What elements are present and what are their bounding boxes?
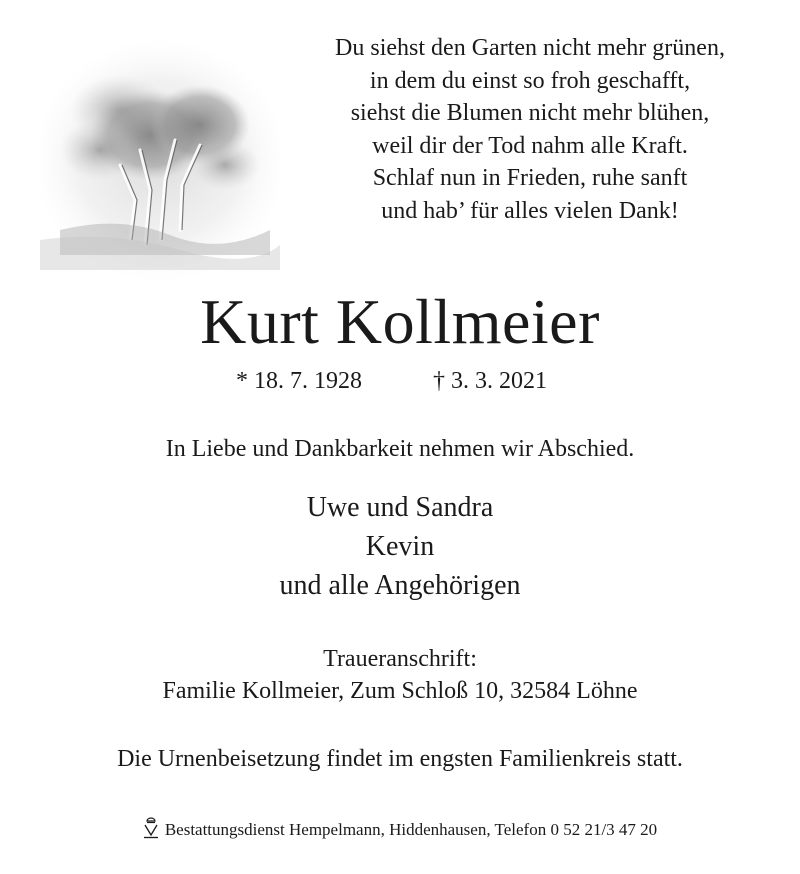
poem-line: Schlaf nun in Frieden, ruhe sanft <box>372 165 688 191</box>
poem <box>280 32 780 227</box>
deceased-name: Kurt Kollmeier <box>200 286 600 357</box>
mourners-list <box>0 488 800 605</box>
grave-lantern-icon <box>143 817 159 839</box>
mourning-address <box>0 643 800 707</box>
poem-line: in dem du einst so froh geschafft, <box>369 67 691 94</box>
mourner-line: Kevin <box>365 531 435 562</box>
birth-date: * 18. 7. 1928 <box>236 368 362 394</box>
mourner-line: und alle Angehörigen <box>279 570 521 601</box>
poem-line: siehst die Blumen nicht mehr blühen, <box>350 100 710 126</box>
poem-line: und hab’ für alles vielen Dank! <box>381 197 679 224</box>
urn-notice: Die Urnenbeisetzung findet im engsten Familienkreis statt. <box>117 746 683 772</box>
poem-line: weil dir der Tod nahm alle Kraft. <box>372 132 688 159</box>
address-value: Familie Kollmeier, Zum Schloß 10, 32584 Löhne <box>162 678 638 704</box>
death-date: † 3. 3. 2021 <box>433 368 547 394</box>
address-label: Traueranschrift: <box>323 646 477 672</box>
poem-line: Du siehst den Garten nicht mehr grünen, <box>335 35 725 61</box>
mourner-line: Uwe und Sandra <box>306 492 494 523</box>
funeral-service-footer <box>0 817 800 843</box>
tree-image <box>40 40 280 280</box>
farewell-text: In Liebe und Dankbarkeit nehmen wir Abschied. <box>165 436 635 462</box>
footer-text: Bestattungsdienst Hempelmann, Hiddenhausen, Telefon 0 52 21/3 47 20 <box>164 820 658 839</box>
